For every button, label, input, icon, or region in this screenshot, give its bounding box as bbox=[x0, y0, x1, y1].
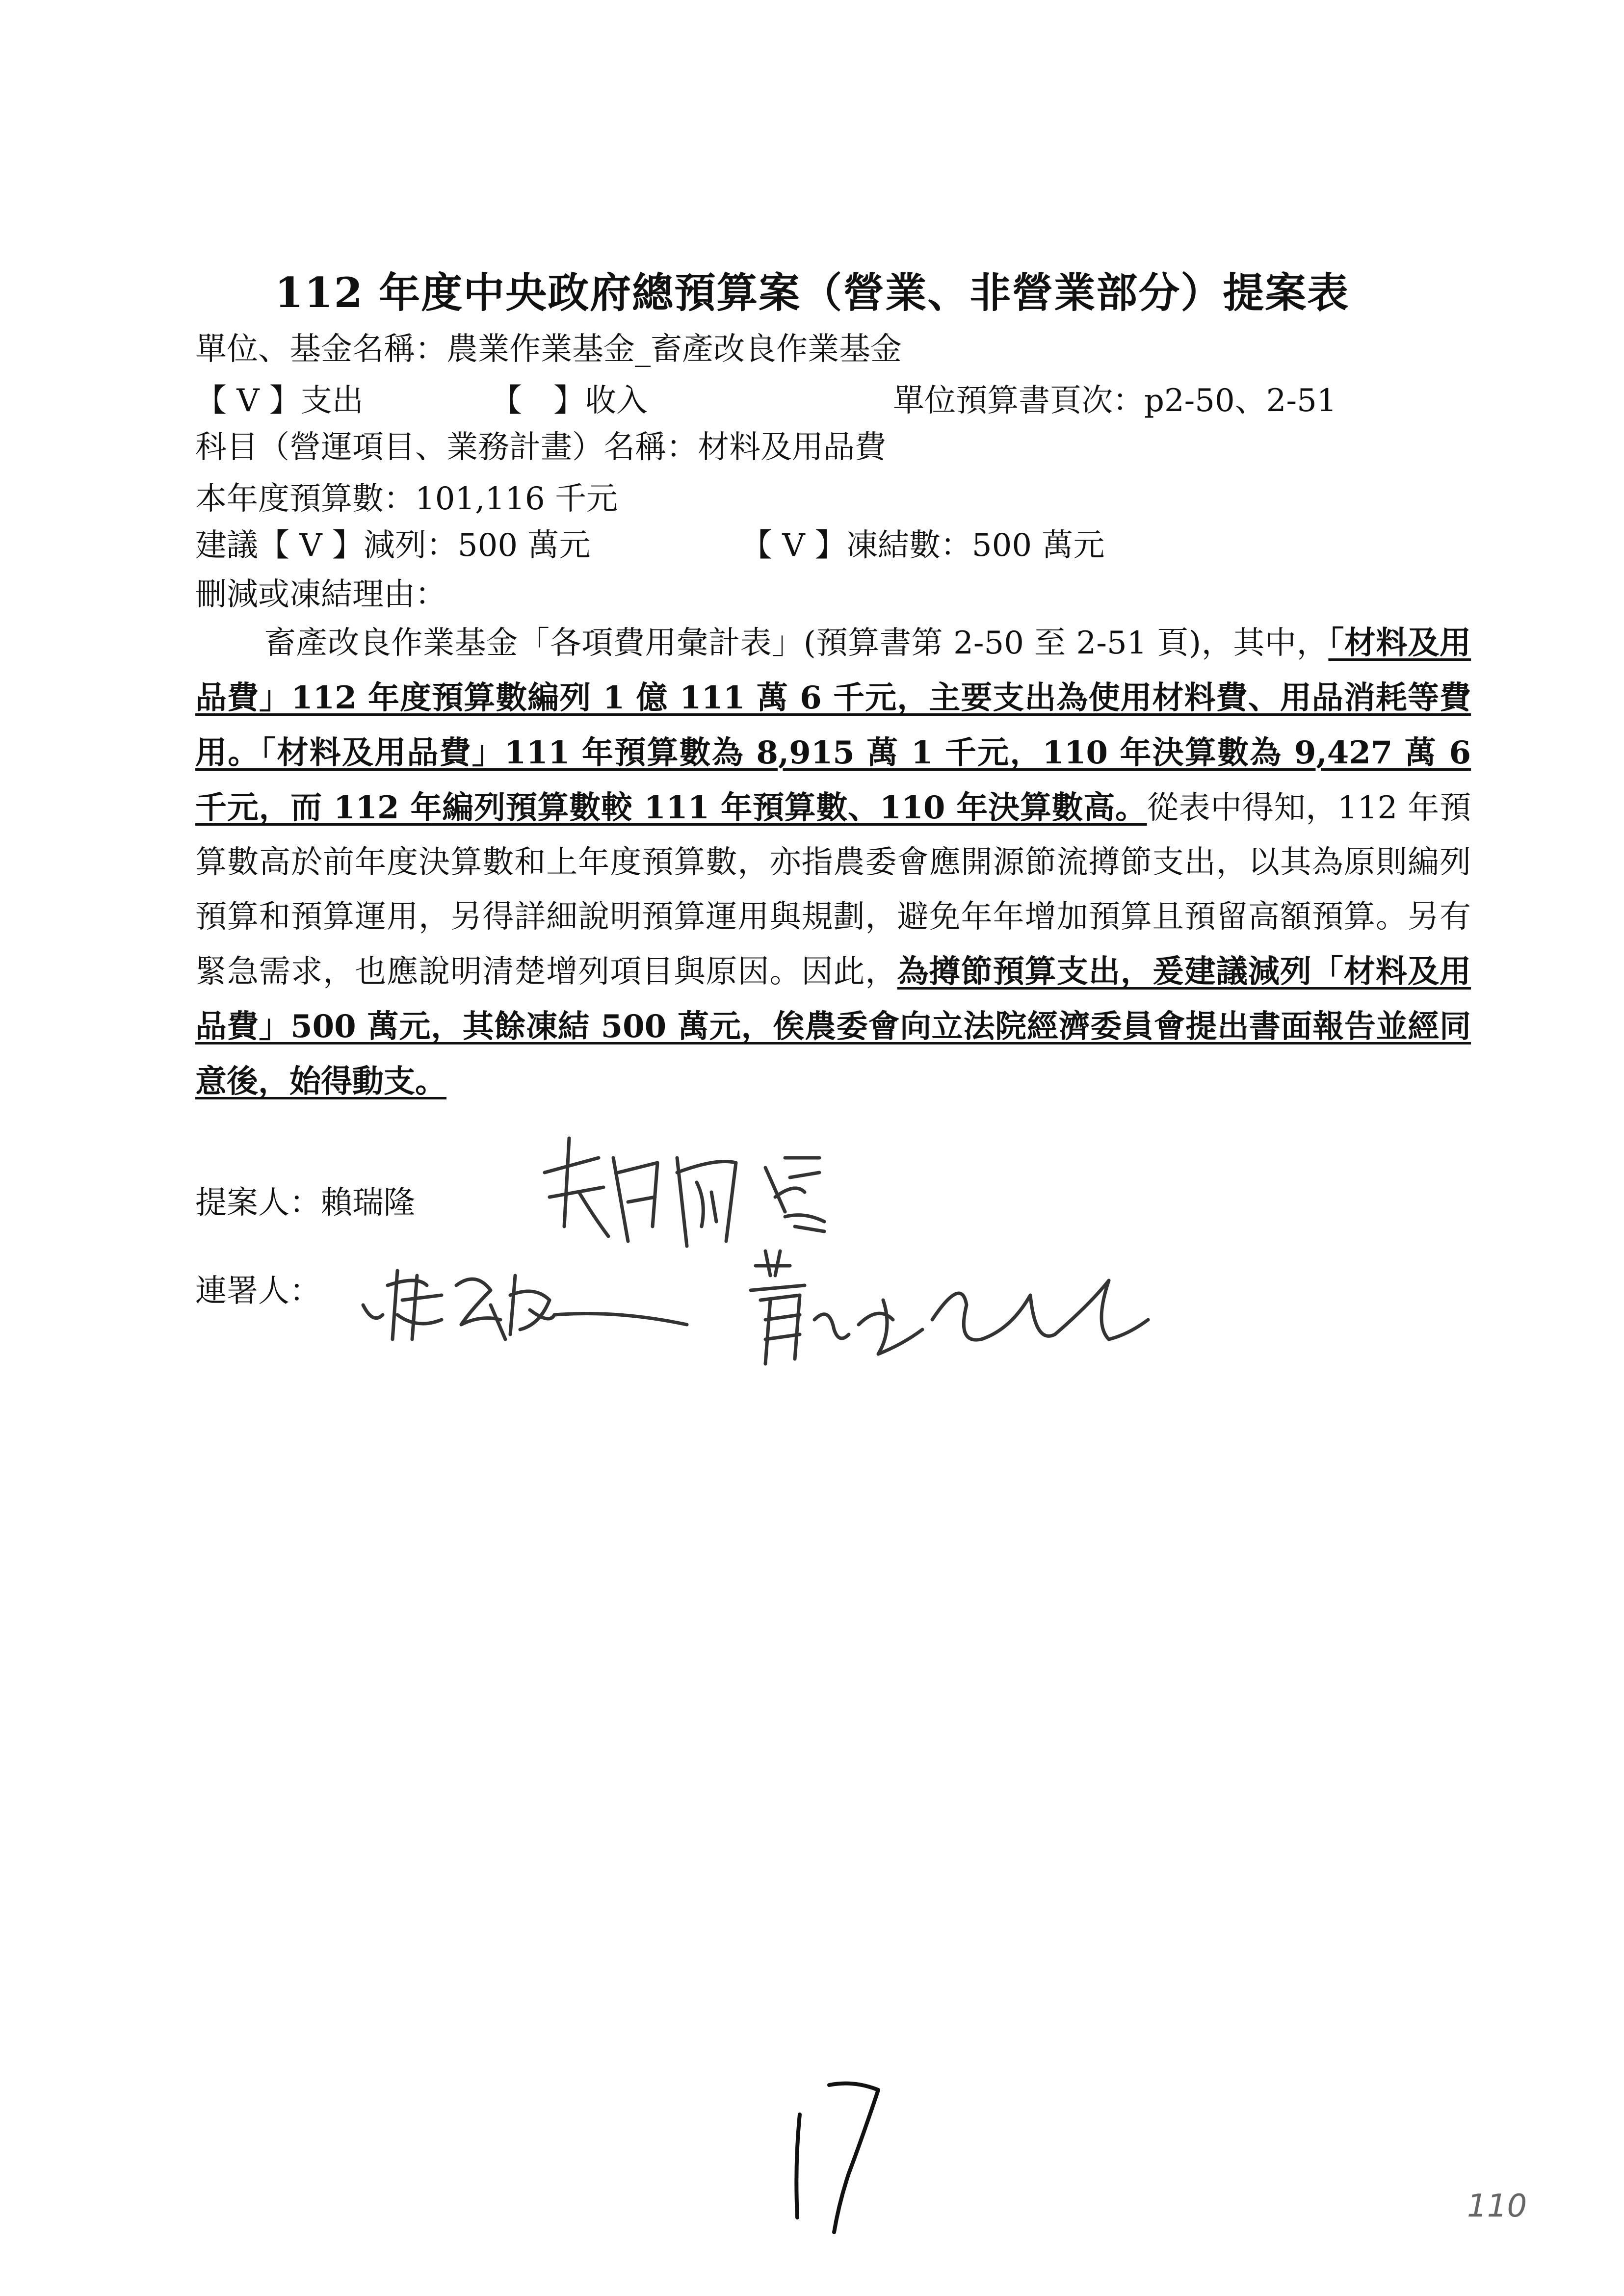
reason-highlight-1: 「材料及用品費」112 年度預算數編列 1 億 111 萬 6 千元，主要支出為使用材料費、用品消耗等費用。「材料及用品費」111 年預算數為 8,915 萬 1 千元，110 年決算數為 9,427 萬 6 千元，而 112 年編列預算數較 111 年預算數、110 年決算數高。 bbox=[195, 625, 1471, 826]
expense-checkbox: 【 V 】支出 bbox=[195, 383, 364, 419]
cosigner-signature-1 bbox=[343, 1241, 697, 1349]
page-number-hand-text: 17 bbox=[775, 2075, 776, 2076]
document-title: 112 年度中央政府總預算案（營業、非營業部分）提案表 bbox=[274, 268, 1350, 317]
reduce-line: 建議【 V 】減列：500 萬元 bbox=[195, 527, 591, 564]
reason-highlight-2: 為撙節預算支出，爰建議減列「材料及用品費」500 萬元，其餘凍結 500 萬元，俟農委會向立法院經濟委員會提出書面報告並經同意後，始得動支。 bbox=[195, 953, 1471, 1100]
handwritten-page-number bbox=[775, 2075, 913, 2237]
reason-text-1: 畜產改良作業基金「各項費用彙計表」(預算書第 2-50 至 2-51 頁)，其中， bbox=[264, 625, 1329, 661]
reason-label: 刪減或凍結理由： bbox=[195, 576, 446, 613]
fund-name-line: 單位、基金名稱：農業作業基金_畜產改良作業基金 bbox=[195, 331, 902, 367]
proposer-label: 提案人：賴瑞隆 bbox=[195, 1185, 415, 1221]
reason-paragraph bbox=[195, 616, 1471, 1109]
cosigners-label: 連署人： bbox=[195, 1273, 321, 1309]
income-checkbox: 【 】收入 bbox=[491, 383, 648, 419]
proposer-signature bbox=[530, 1128, 834, 1256]
page-number-small: 110 bbox=[1467, 2188, 1527, 2224]
reason-text-2: 從表中得知，112 年預算數高於前年度決算數和上年度預算數，亦指農委會應開源節流撙節支出，以其為原則編列預算和預算運用，另得詳細說明預算運用與規劃，避免年年增加預算且預留高額預算。另有緊急需求，也應說明清楚增列項目與原因。因此， bbox=[195, 790, 1471, 990]
freeze-line: 【 V 】凍結數：500 萬元 bbox=[741, 527, 1105, 564]
cosigner-signature-2 bbox=[736, 1246, 1158, 1374]
subject-line: 科目（營運項目、業務計畫）名稱：材料及用品費 bbox=[195, 429, 886, 466]
budget-line: 本年度預算數：101,116 千元 bbox=[195, 481, 618, 517]
page-reference: 單位預算書頁次：p2-50、2-51 bbox=[893, 383, 1337, 419]
